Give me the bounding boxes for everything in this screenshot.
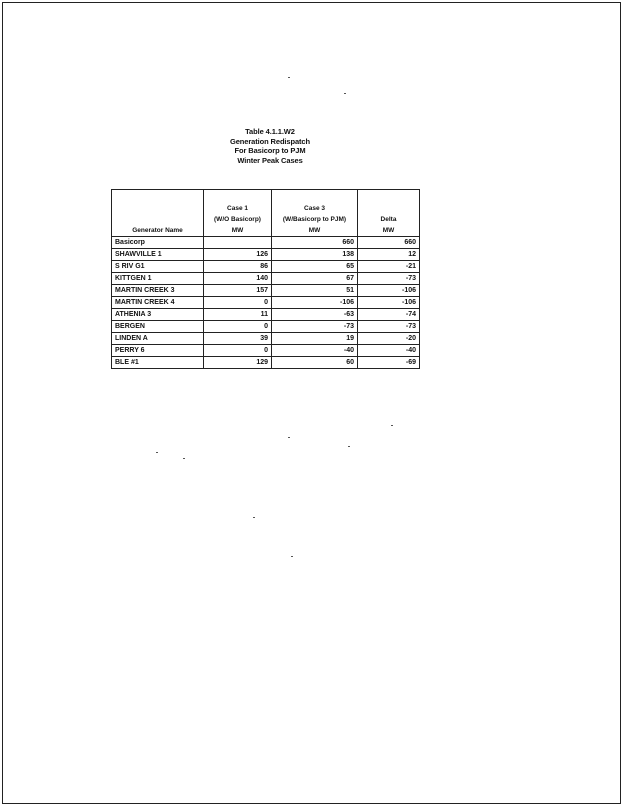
table-row	[112, 333, 420, 345]
table-season: Winter Peak Cases	[237, 155, 303, 165]
cell-generator: MARTIN CREEK 4	[112, 297, 204, 309]
header-case1: Case 1 (W/O Basicorp) MW	[204, 190, 272, 237]
scan-speck	[291, 556, 293, 557]
table-title-block	[200, 127, 340, 165]
cell-delta: 12	[358, 249, 420, 261]
cell-case1: 126	[204, 249, 272, 261]
cell-delta: -106	[358, 285, 420, 297]
table-row	[112, 357, 420, 369]
cell-delta: -73	[358, 321, 420, 333]
cell-delta: -21	[358, 261, 420, 273]
generation-redispatch-table	[111, 189, 420, 369]
cell-case1: 86	[204, 261, 272, 273]
table-row	[112, 261, 420, 273]
cell-case3: -106	[272, 297, 358, 309]
table-row	[112, 321, 420, 333]
cell-case1: 0	[204, 321, 272, 333]
cell-case3: -73	[272, 321, 358, 333]
cell-case1: 0	[204, 345, 272, 357]
cell-generator: BLE #1	[112, 357, 204, 369]
table-row	[112, 237, 420, 249]
cell-delta: 660	[358, 237, 420, 249]
scan-speck	[183, 458, 185, 459]
cell-case3: 51	[272, 285, 358, 297]
scan-speck	[156, 452, 158, 453]
table-row	[112, 345, 420, 357]
cell-generator: Basicorp	[112, 237, 204, 249]
cell-delta: -106	[358, 297, 420, 309]
cell-delta: -73	[358, 273, 420, 285]
cell-delta: -74	[358, 309, 420, 321]
cell-case1: 0	[204, 297, 272, 309]
table-header-row	[112, 190, 420, 237]
cell-generator: S RIV G1	[112, 261, 204, 273]
scan-speck	[348, 446, 350, 447]
cell-generator: PERRY 6	[112, 345, 204, 357]
header-generator-name: Generator Name	[112, 190, 204, 237]
cell-case1: 129	[204, 357, 272, 369]
cell-generator: SHAWVILLE 1	[112, 249, 204, 261]
table-row	[112, 273, 420, 285]
scan-speck	[288, 437, 290, 438]
cell-generator: KITTGEN 1	[112, 273, 204, 285]
table-title: Generation Redispatch	[229, 136, 310, 146]
cell-case3: 67	[272, 273, 358, 285]
header-delta: Delta MW	[358, 190, 420, 237]
cell-generator: ATHENIA 3	[112, 309, 204, 321]
table-row	[112, 285, 420, 297]
cell-case1: 157	[204, 285, 272, 297]
cell-case3: 19	[272, 333, 358, 345]
cell-case3: -63	[272, 309, 358, 321]
cell-case3: 138	[272, 249, 358, 261]
cell-case3: 65	[272, 261, 358, 273]
cell-delta: -40	[358, 345, 420, 357]
cell-case1: 39	[204, 333, 272, 345]
cell-case3: 660	[272, 237, 358, 249]
cell-generator: LINDEN A	[112, 333, 204, 345]
cell-case3: 60	[272, 357, 358, 369]
cell-case1: 11	[204, 309, 272, 321]
scan-speck	[288, 77, 290, 78]
table-row	[112, 309, 420, 321]
header-case3: Case 3 (W/Basicorp to PJM) MW	[272, 190, 358, 237]
page-border	[2, 2, 621, 804]
cell-case3: -40	[272, 345, 358, 357]
table-row	[112, 297, 420, 309]
table-number: Table 4.1.1.W2	[245, 127, 295, 136]
scan-speck	[391, 425, 393, 426]
cell-delta: -20	[358, 333, 420, 345]
table-subtitle: For Basicorp to PJM	[234, 146, 306, 155]
cell-case1: 140	[204, 273, 272, 285]
scan-speck	[253, 517, 255, 518]
cell-case1	[204, 237, 272, 249]
table-row	[112, 249, 420, 261]
cell-generator: BERGEN	[112, 321, 204, 333]
scan-speck	[344, 93, 346, 94]
cell-generator: MARTIN CREEK 3	[112, 285, 204, 297]
cell-delta: -69	[358, 357, 420, 369]
